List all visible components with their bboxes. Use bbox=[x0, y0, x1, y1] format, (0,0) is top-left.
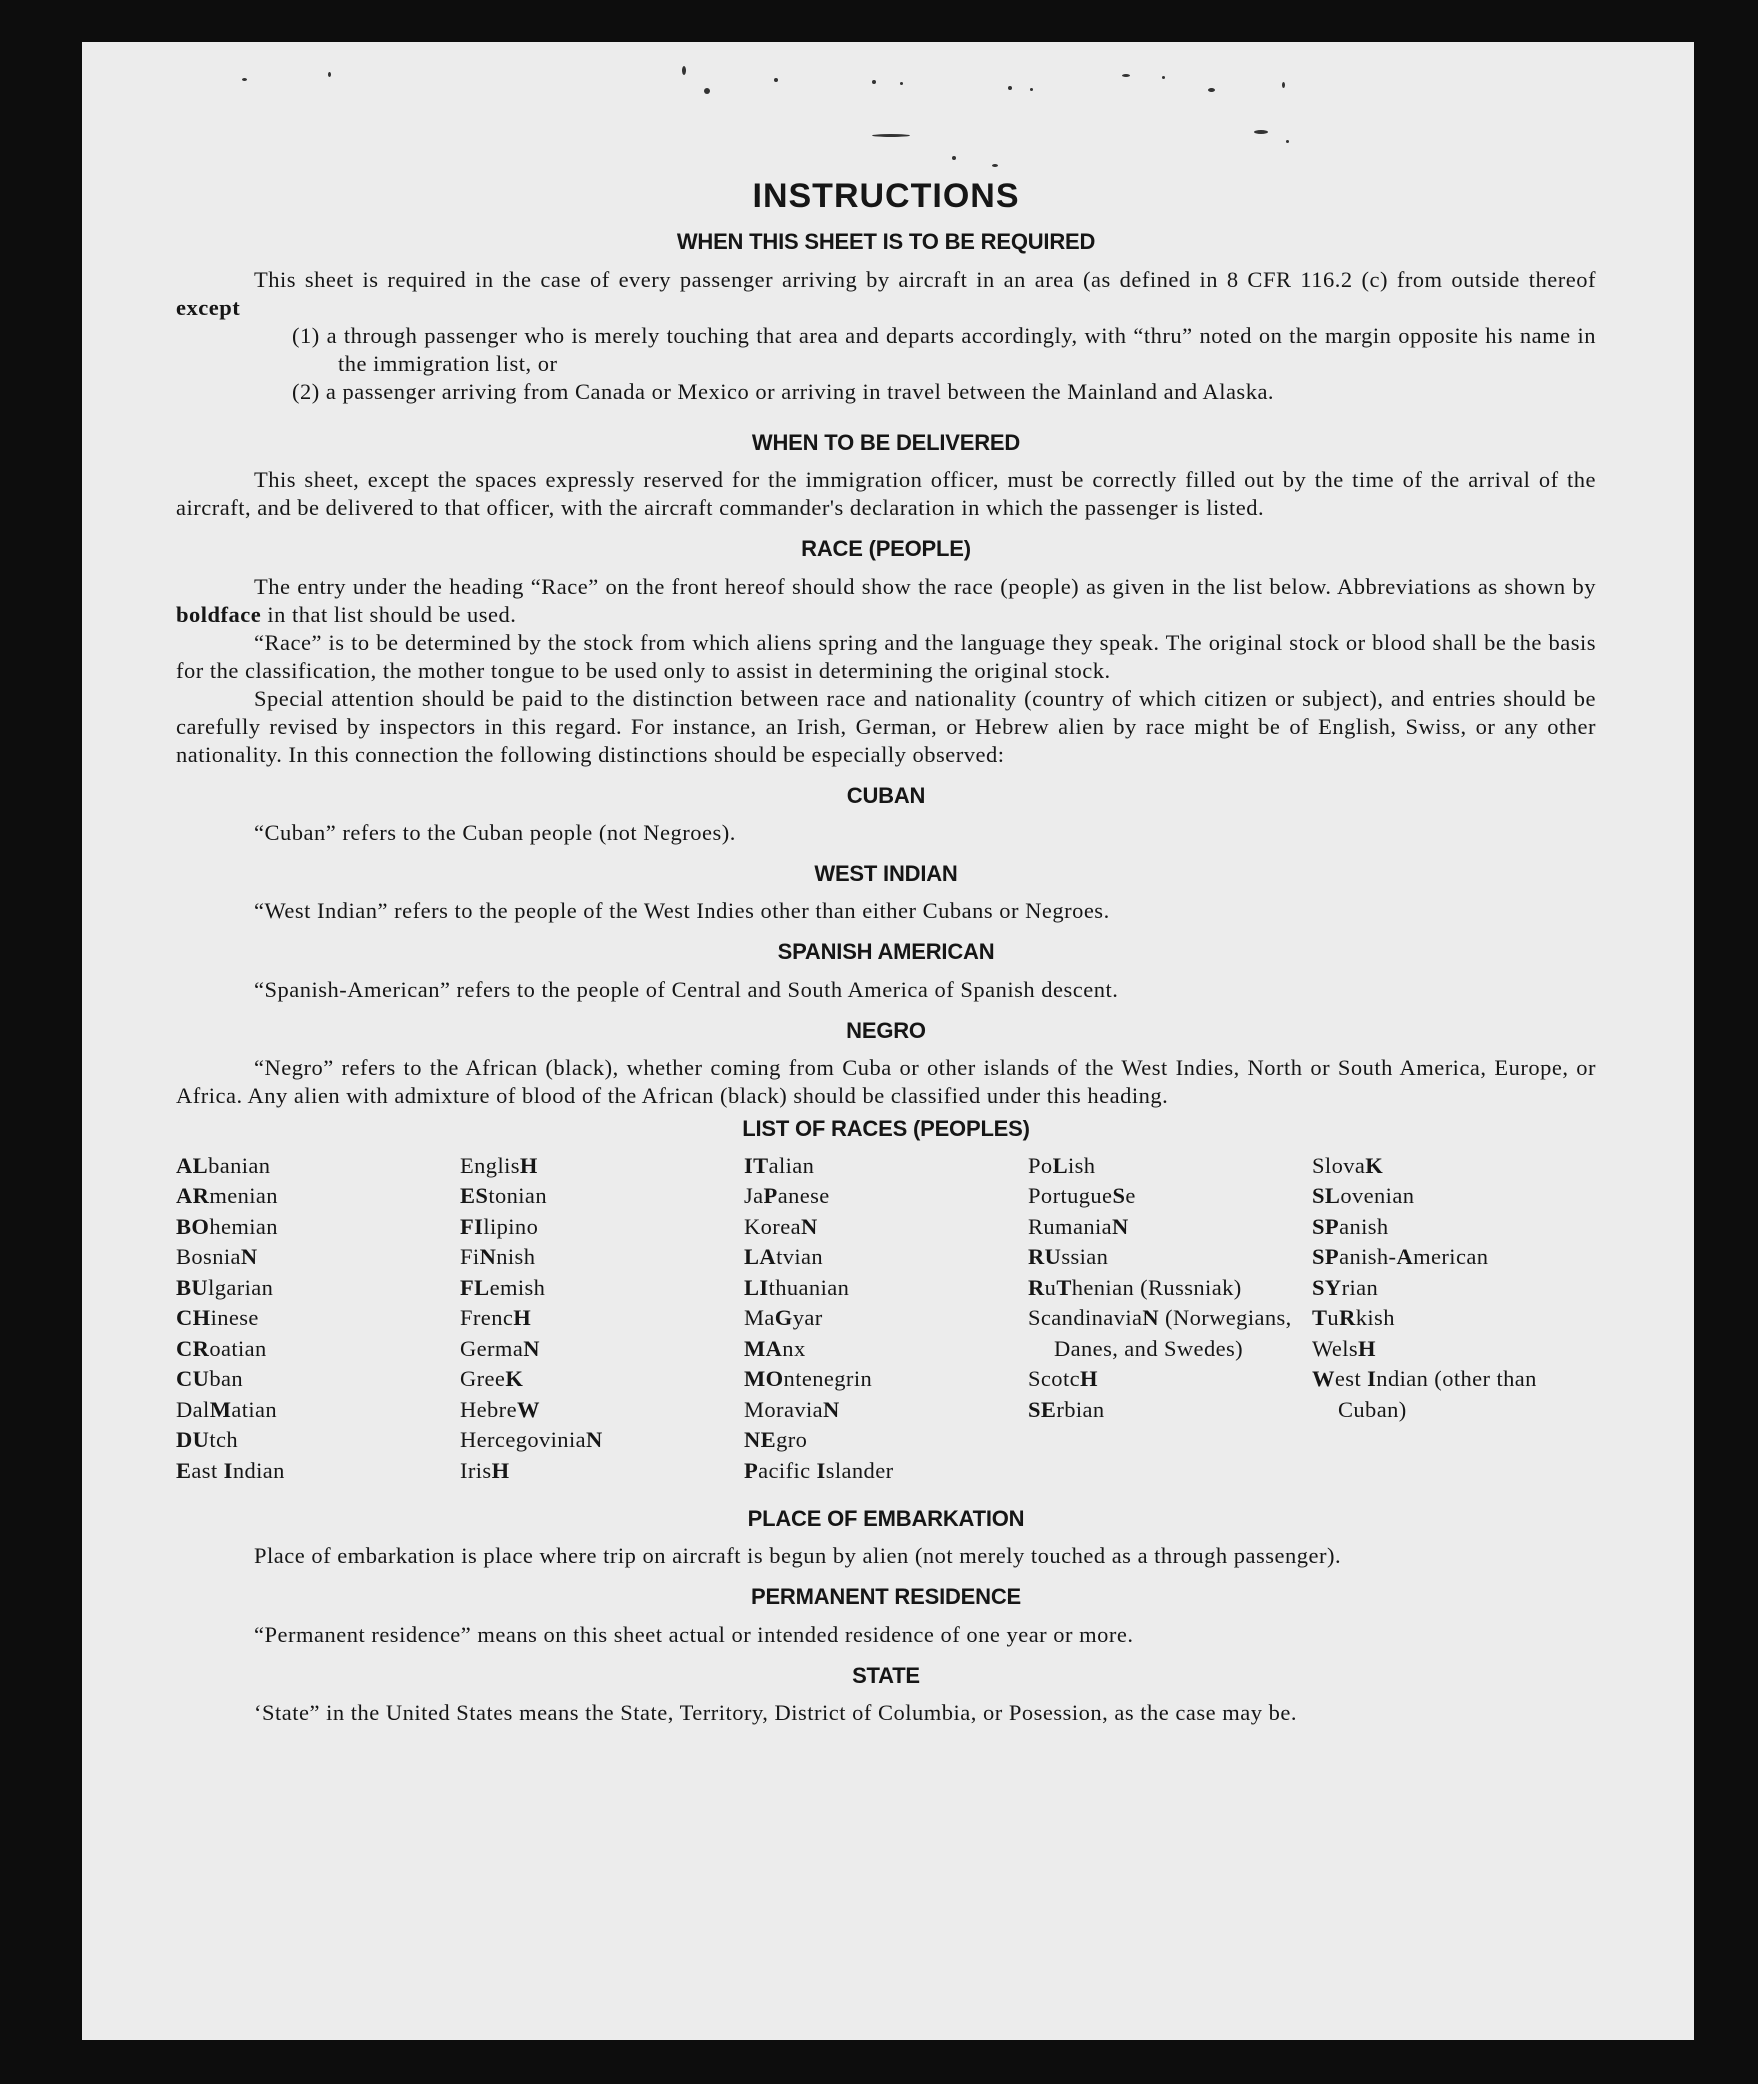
race-entry: TuRkish bbox=[1312, 1305, 1395, 1331]
race-entry: IrisH bbox=[460, 1457, 510, 1483]
race-entry: GreeK bbox=[460, 1366, 524, 1392]
document-body bbox=[176, 178, 1596, 1727]
race-paragraph-3: Special attention should be paid to the distinction between race and nationality (country of which citizen or subject), and entries should be carefully revised by inspectors in this regard. For instance, an Irish, German, or Hebrew alien by race might be of English, Swiss, or any other nationality. In this connection the following distinctions should be especially observed: bbox=[176, 685, 1596, 767]
heading-required: WHEN THIS SHEET IS TO BE REQUIRED bbox=[676, 229, 1096, 255]
race-column bbox=[176, 1151, 460, 1487]
race-entry: MaGyar bbox=[744, 1305, 823, 1331]
race-paragraph-1: The entry under the heading “Race” on the front hereof should show the race (people) as given in the list below. Abbreviations as shown by boldface in that list should be used. bbox=[176, 573, 1596, 627]
race-column bbox=[1312, 1151, 1596, 1487]
race-entry: PortugueSe bbox=[1028, 1183, 1136, 1209]
page-title: INSTRUCTIONS bbox=[752, 177, 1020, 215]
race-entry: Pacific Islander bbox=[744, 1457, 894, 1483]
required-item-1: (1) a through passenger who is merely touching that area and departs accordingly, with “thru” noted on the margin opposite his name in the immigration list, or bbox=[292, 322, 1596, 376]
race-entry: CUban bbox=[176, 1366, 243, 1392]
document-page bbox=[82, 42, 1694, 2040]
heading-race: RACE (PEOPLE) bbox=[801, 536, 971, 562]
race-entry: BosniaN bbox=[176, 1244, 258, 1270]
race-entry: ARmenian bbox=[176, 1183, 278, 1209]
race-entry: SErbian bbox=[1028, 1396, 1105, 1422]
race-entry: LAtvian bbox=[744, 1244, 824, 1270]
heading-permanent-residence: PERMANENT RESIDENCE bbox=[750, 1584, 1021, 1610]
race-entry: SlovaK bbox=[1312, 1152, 1384, 1178]
west-indian-text: “West Indian” refers to the people of the West Indies other than either Cubans or Negroes. bbox=[254, 898, 1110, 924]
race-entry: BOhemian bbox=[176, 1213, 278, 1239]
race-entry: PoLish bbox=[1028, 1152, 1096, 1178]
negro-text: “Negro” refers to the African (black), whether coming from Cuba or other islands of the West Indies, North or South America, Europe, or Africa. Any alien with admixture of blood of the African (black) should be classified under this heading. bbox=[176, 1055, 1596, 1109]
race-entry: SPanish bbox=[1312, 1213, 1389, 1239]
race-entry: CRoatian bbox=[176, 1335, 267, 1361]
race-entry: RUssian bbox=[1028, 1244, 1109, 1270]
race-entry: HercegoviniaN bbox=[460, 1427, 603, 1453]
race-entry: ScandinaviaN (Norwegians, Danes, and Swedes) bbox=[1028, 1305, 1292, 1361]
race-entry: SLovenian bbox=[1312, 1183, 1415, 1209]
race-entry: RumaniaN bbox=[1028, 1213, 1129, 1239]
cuban-text: “Cuban” refers to the Cuban people (not Negroes). bbox=[254, 819, 736, 845]
race-column bbox=[744, 1151, 1028, 1487]
race-entry: CHinese bbox=[176, 1305, 259, 1331]
delivered-text: This sheet, except the spaces expressly reserved for the immigration officer, must be correctly filled out by the time of the arrival of the aircraft, and be delivered to that officer, with the aircraft commander's declaration in which the passenger is listed. bbox=[176, 467, 1596, 521]
race-entry: ITalian bbox=[744, 1152, 815, 1178]
race-entry: ALbanian bbox=[176, 1152, 271, 1178]
race-entry: FiNnish bbox=[460, 1244, 536, 1270]
embarkation-text: Place of embarkation is place where trip on aircraft is begun by alien (not merely touched as a through passenger). bbox=[254, 1543, 1342, 1569]
race-entry: KoreaN bbox=[744, 1213, 818, 1239]
race-entry: FIlipino bbox=[460, 1213, 539, 1239]
race-entry: SYrian bbox=[1312, 1274, 1379, 1300]
race-list bbox=[176, 1151, 1596, 1487]
race-entry: EStonian bbox=[460, 1183, 547, 1209]
heading-list-of-races: LIST OF RACES (PEOPLES) bbox=[742, 1116, 1030, 1142]
race-entry: NEgro bbox=[744, 1427, 808, 1453]
race-entry: JaPanese bbox=[744, 1183, 830, 1209]
heading-negro: NEGRO bbox=[846, 1017, 926, 1043]
race-entry: SPanish-American bbox=[1312, 1244, 1489, 1270]
race-entry: RuThenian (Russniak) bbox=[1028, 1274, 1242, 1300]
race-entry: GermaN bbox=[460, 1335, 540, 1361]
race-entry: WelsH bbox=[1312, 1335, 1376, 1361]
heading-spanish-american: SPANISH AMERICAN bbox=[777, 939, 995, 965]
race-entry: BUlgarian bbox=[176, 1274, 274, 1300]
race-entry: DalMatian bbox=[176, 1396, 278, 1422]
race-entry: EnglisH bbox=[460, 1152, 538, 1178]
race-column bbox=[460, 1151, 744, 1487]
race-entry: East Indian bbox=[176, 1457, 285, 1483]
required-intro: This sheet is required in the case of every passenger arriving by aircraft in an area (as defined in 8 CFR 116.2 (c) from outside thereof except bbox=[176, 266, 1596, 320]
heading-west-indian: WEST INDIAN bbox=[814, 860, 958, 886]
heading-state: STATE bbox=[852, 1662, 920, 1688]
race-entry: West Indian (other than Cuban) bbox=[1312, 1366, 1537, 1422]
race-entry: FLemish bbox=[460, 1274, 546, 1300]
race-paragraph-2: “Race” is to be determined by the stock from which aliens spring and the language they speak. The original stock or blood shall be the basis for the classification, the mother tongue to be used only to assist in determining the original stock. bbox=[176, 629, 1596, 683]
required-item-2: (2) a passenger arriving from Canada or Mexico or arriving in travel between the Mainland and Alaska. bbox=[292, 378, 1275, 404]
heading-delivered: WHEN TO BE DELIVERED bbox=[751, 429, 1021, 455]
race-entry: ScotcH bbox=[1028, 1366, 1098, 1392]
permanent-residence-text: “Permanent residence” means on this sheet actual or intended residence of one year or more. bbox=[254, 1621, 1134, 1647]
race-entry: MAnx bbox=[744, 1335, 806, 1361]
spanish-american-text: “Spanish-American” refers to the people of Central and South America of Spanish descent. bbox=[254, 976, 1119, 1002]
race-entry: MoraviaN bbox=[744, 1396, 840, 1422]
heading-cuban: CUBAN bbox=[846, 782, 926, 808]
race-column bbox=[1028, 1151, 1312, 1487]
state-text: ‘State” in the United States means the State, Territory, District of Columbia, or Posession, as the case may be. bbox=[254, 1700, 1297, 1726]
race-entry: LIthuanian bbox=[744, 1274, 850, 1300]
heading-embarkation: PLACE OF EMBARKATION bbox=[747, 1506, 1025, 1532]
race-entry: HebreW bbox=[460, 1396, 540, 1422]
race-entry: DUtch bbox=[176, 1427, 239, 1453]
race-entry: MOntenegrin bbox=[744, 1366, 873, 1392]
race-entry: FrencH bbox=[460, 1305, 532, 1331]
